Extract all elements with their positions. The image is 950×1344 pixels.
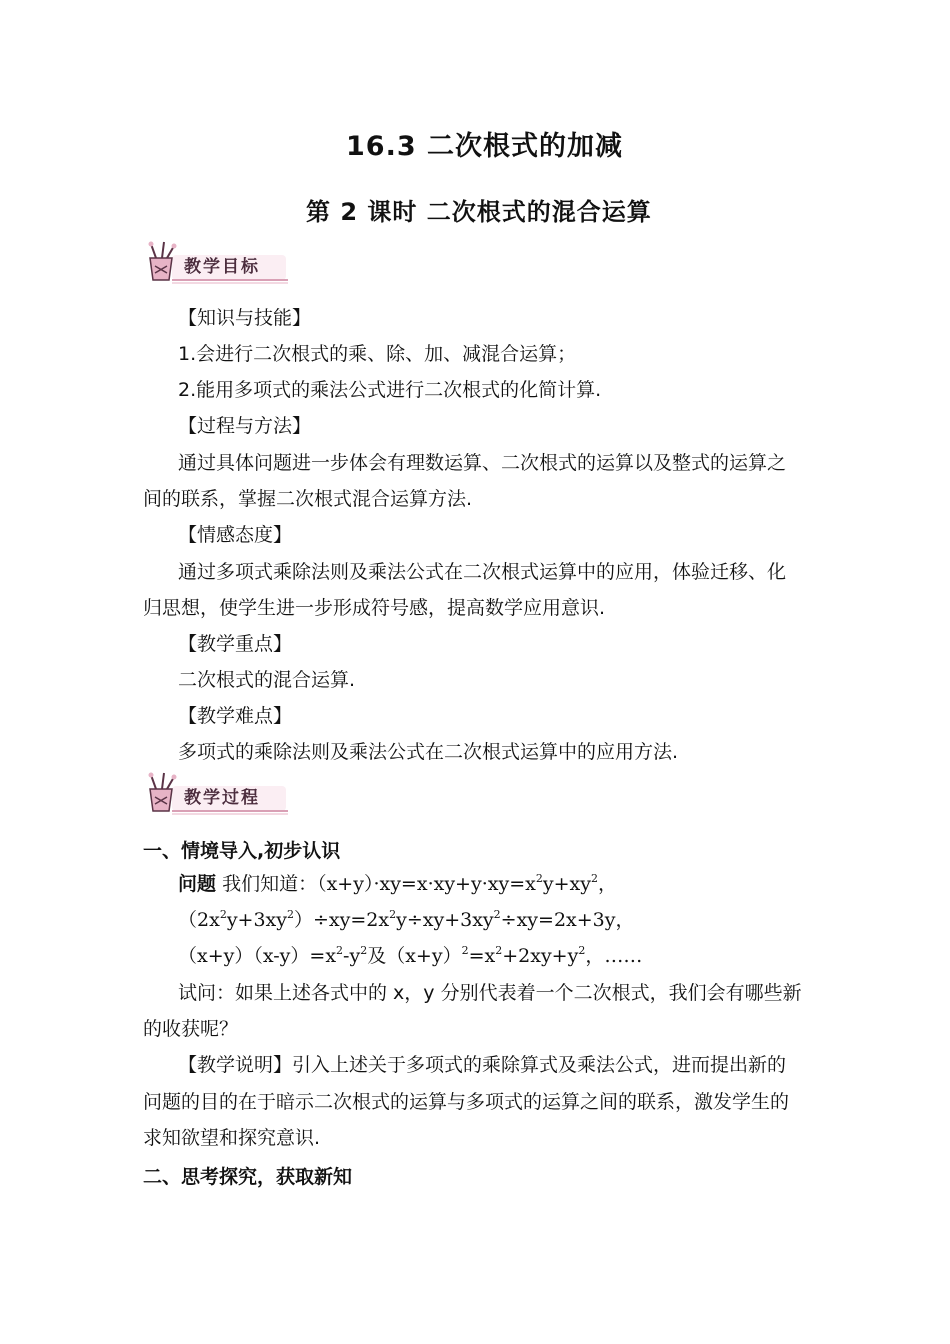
difficult-point-heading: 【教学难点】 xyxy=(178,705,293,727)
section-2-heading: 二、思考探究，获取新知 xyxy=(143,1166,353,1188)
emotion-text-line1: 通过多项式乘除法则及乘法公式在二次根式运算中的应用，体验迁移、化 xyxy=(178,561,787,583)
page-subtitle: 第 2 课时 二次根式的混合运算 xyxy=(306,198,652,226)
page-title: 16.3 二次根式的加减 xyxy=(346,131,624,162)
knowledge-item-2: 2.能用多项式的乘法公式进行二次根式的化简计算. xyxy=(178,379,602,401)
objectives-badge-label: 教学目标 xyxy=(184,257,260,277)
question-label: 问题 xyxy=(178,873,217,895)
objectives-badge xyxy=(142,240,292,286)
knowledge-heading: 【知识与技能】 xyxy=(178,307,312,329)
formula-1: $(x+y)\cdot xy=x\cdot xy+y\cdot xy=x^2y+xy^2$ xyxy=(317,872,598,895)
teaching-note-line2: 问题的目的在于暗示二次根式的运算与多项式的运算之间的联系，激发学生的 xyxy=(143,1091,790,1113)
formula-2: $(2x^2y+3xy^2)\div xy=2x^2y\div xy+3xy^2\div xy=2x+3y$， xyxy=(178,908,635,931)
key-point-heading: 【教学重点】 xyxy=(178,633,293,655)
ask-text-line2: 的收获呢？ xyxy=(143,1018,239,1040)
section-1-heading: 一、情境导入,初步认识 xyxy=(143,840,341,862)
teaching-note-line3: 求知欲望和探究意识. xyxy=(143,1127,321,1149)
question-line: 问题 我们知道：$(x+y)\cdot xy=x\cdot xy+y\cdot xy=x^2y+xy^2$， xyxy=(178,872,617,895)
knowledge-item-1: 1.会进行二次根式的乘、除、加、减混合运算； xyxy=(178,343,577,365)
process-badge-label: 教学过程 xyxy=(184,788,260,808)
emotion-text-line2: 归思想，使学生进一步形成符号感，提高数学应用意识. xyxy=(143,597,606,619)
process-badge xyxy=(142,771,292,817)
process-text-line2: 间的联系，掌握二次根式混合运算方法. xyxy=(143,488,473,510)
difficult-point-text: 多项式的乘除法则及乘法公式在二次根式运算中的应用方法. xyxy=(178,741,679,763)
emotion-heading: 【情感态度】 xyxy=(178,524,293,546)
question-intro: 我们知道： xyxy=(222,873,318,895)
process-heading: 【过程与方法】 xyxy=(178,415,312,437)
process-text-line1: 通过具体问题进一步体会有理数运算、二次根式的运算以及整式的运算之 xyxy=(178,452,787,474)
ask-text-line1: 试问：如果上述各式中的 x，y 分别代表着一个二次根式，我们会有哪些新 xyxy=(178,982,802,1004)
key-point-text: 二次根式的混合运算. xyxy=(178,669,356,691)
formula-3: $(x+y)(x-y)=x^2-y^2$及$(x+y)^2=x^2+2xy+y^2$，…… xyxy=(178,944,643,967)
teaching-note-line1: 【教学说明】引入上述关于多项式的乘除算式及乘法公式，进而提出新的 xyxy=(178,1054,787,1076)
